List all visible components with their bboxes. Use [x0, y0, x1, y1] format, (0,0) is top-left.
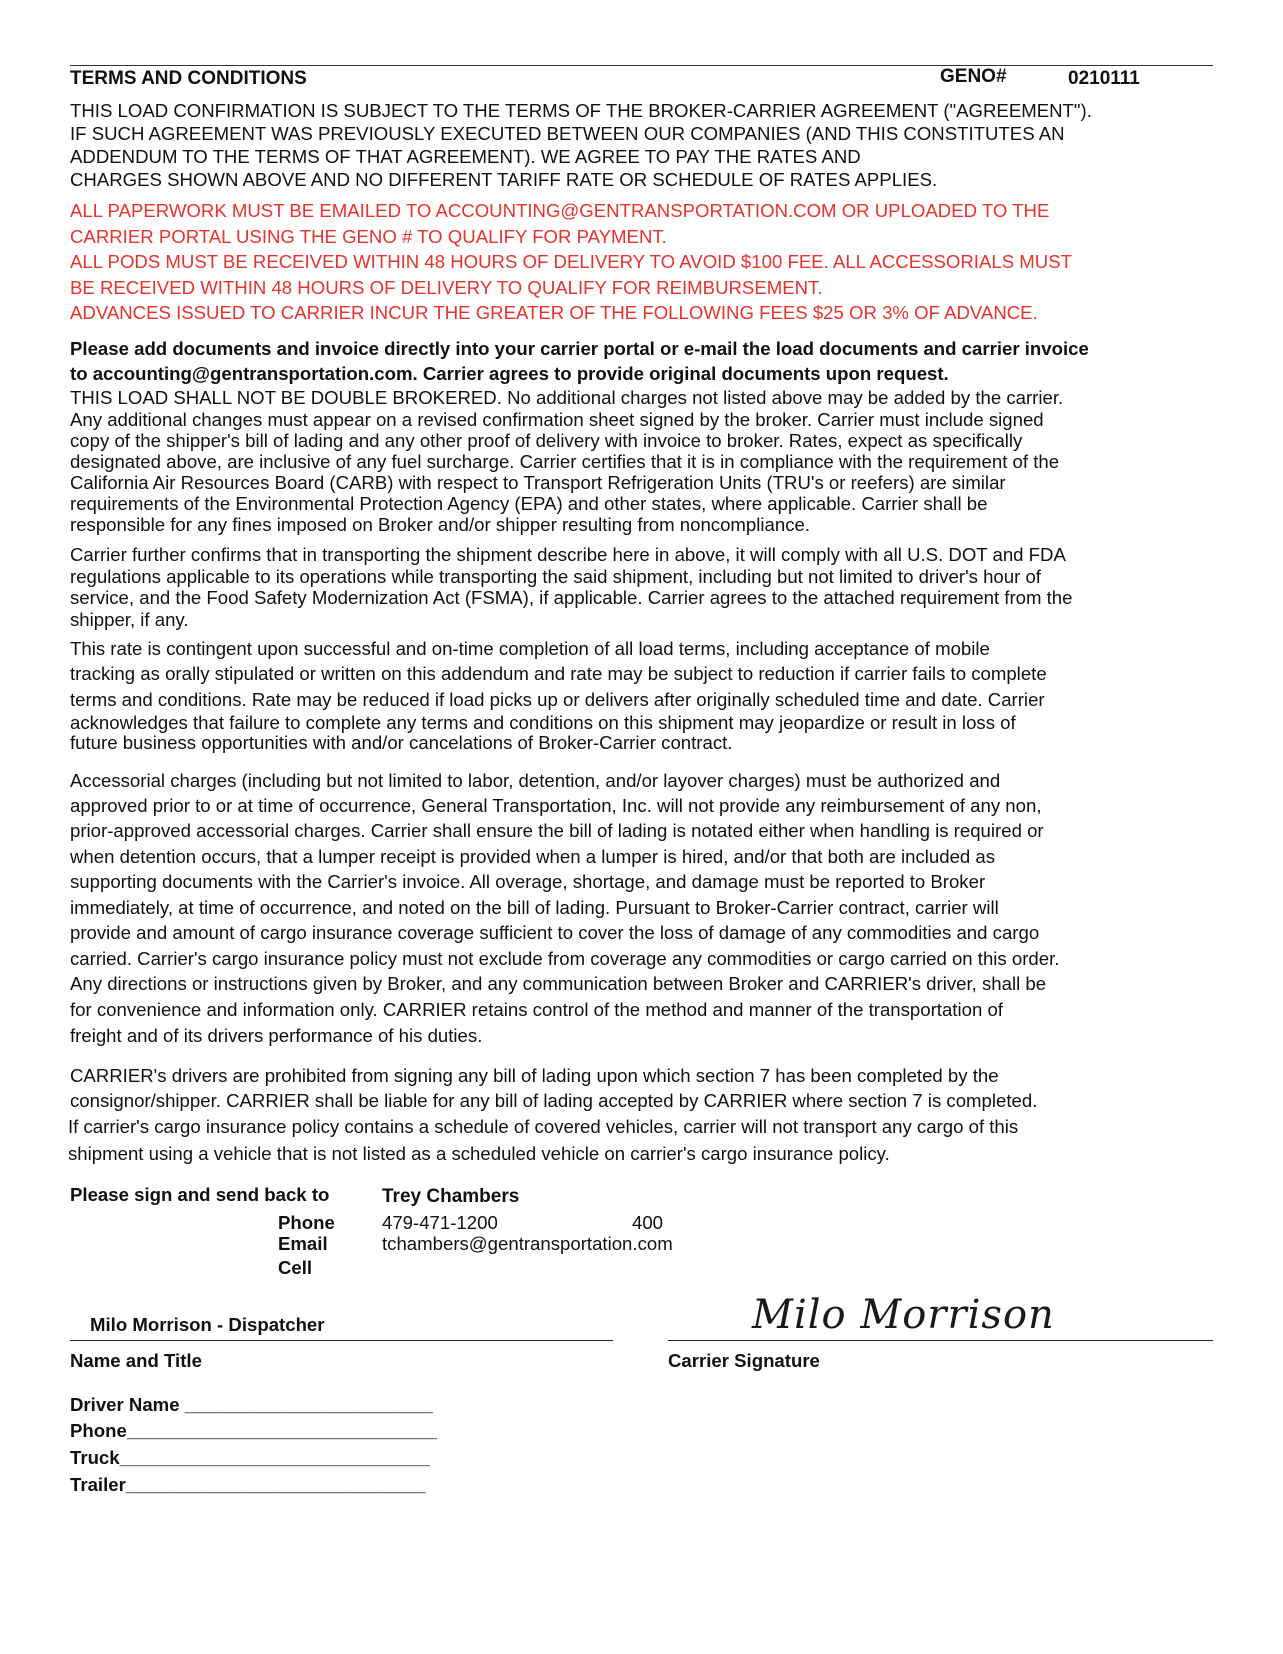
- intro-paragraph: [70, 99, 1230, 191]
- paragraph-line: shipment using a vehicle that is not listed as a scheduled vehicle on carrier's cargo insurance policy.: [68, 1143, 890, 1164]
- instruction-line: Please add documents and invoice directly into your carrier portal or e-mail the load documents and carrier invoice: [70, 338, 1089, 359]
- paragraph-line: supporting documents with the Carrier's invoice. All overage, shortage, and damage must be reported to Broker: [70, 871, 986, 892]
- paragraph-line: Any directions or instructions given by Broker, and any communication between Broker and CARRIER's driver, shall be: [70, 973, 1047, 994]
- name-title-label: Name and Title: [70, 1350, 202, 1371]
- paragraph-line: approved prior to or at time of occurrence, General Transportation, Inc. will not provide any reimbursement of any non,: [70, 795, 1042, 816]
- carrier-signature-label: Carrier Signature: [668, 1350, 820, 1371]
- phone-label: Phone: [278, 1212, 335, 1233]
- intro-line: THIS LOAD CONFIRMATION IS SUBJECT TO THE TERMS OF THE BROKER-CARRIER AGREEMENT ("AGREEMENT").: [70, 100, 1092, 121]
- paragraph-line: shipper, if any.: [70, 609, 189, 630]
- contact-phone: 479-471-1200: [382, 1212, 498, 1233]
- cell-label: Cell: [278, 1257, 313, 1278]
- terms-heading: TERMS AND CONDITIONS: [70, 68, 307, 89]
- paragraph-line: Accessorial charges (including but not limited to labor, detention, and/or layover charges) must be authorized and: [70, 770, 1001, 791]
- geno-number: 0210111: [1068, 68, 1140, 89]
- send-back-label: Please sign and send back to: [70, 1184, 330, 1205]
- contact-name: Trey Chambers: [382, 1186, 520, 1207]
- rate-paragraph: [70, 637, 1230, 752]
- notice-line: CARRIER PORTAL USING THE GENO # TO QUALIFY FOR PAYMENT.: [70, 225, 667, 247]
- notice-line: ADVANCES ISSUED TO CARRIER INCUR THE GREATER OF THE FOLLOWING FEES $25 OR 3% OF ADVANCE.: [70, 302, 1038, 323]
- paragraph-line: regulations applicable to its operations while transporting the said shipment, including but not limited to driver's hour of: [70, 566, 1041, 587]
- geno-label: GENO#: [940, 66, 1007, 87]
- paragraph-line: service, and the Food Safety Modernization Act (FSMA), if applicable. Carrier agrees to the attached requirement from the: [70, 587, 1073, 608]
- paragraph-line: designated above, are inclusive of any fuel surcharge. Carrier certifies that it is in compliance with the requirement of the: [70, 451, 1060, 472]
- driver-phone-field[interactable]: Phone______________________________: [70, 1420, 438, 1441]
- paragraph-line: acknowledges that failure to complete any terms and conditions on this shipment may jeopardize or result in loss of: [70, 712, 1016, 733]
- paragraph-line: Carrier further confirms that in transporting the shipment describe here in above, it will comply with all U.S. DOT and FDA: [70, 544, 1066, 565]
- email-label: Email: [278, 1233, 328, 1254]
- paragraph-line: future business opportunities with and/or cancelations of Broker-Carrier contract.: [70, 732, 733, 753]
- driver-name-field[interactable]: Driver Name ________________________: [70, 1394, 433, 1415]
- intro-line: CHARGES SHOWN ABOVE AND NO DIFFERENT TARIFF RATE OR SCHEDULE OF RATES APPLIES.: [70, 169, 938, 190]
- intro-line: IF SUCH AGREEMENT WAS PREVIOUSLY EXECUTED BETWEEN OUR COMPANIES (AND THIS CONSTITUTES AN: [70, 123, 1065, 144]
- notice-line: ALL PAPERWORK MUST BE EMAILED TO ACCOUNTING@GENTRANSPORTATION.COM OR UPLOADED TO THE: [70, 200, 1050, 221]
- carrier-signature-line: [668, 1340, 1213, 1341]
- paragraph-line: freight and of its drivers performance of his duties.: [70, 1025, 483, 1046]
- instruction-line: to accounting@gentransportation.com. Carrier agrees to provide original documents upon request.: [70, 363, 949, 384]
- paragraph-line: requirements of the Environmental Protection Agency (EPA) and other states, where applicable. Carrier shall be: [70, 493, 988, 514]
- paragraph-line: tracking as orally stipulated or written on this addendum and rate may be subject to reduction if carrier fails to complete: [70, 663, 1047, 684]
- accessorial-paragraph: [70, 768, 1230, 1049]
- paragraph-line: This rate is contingent upon successful and on-time completion of all load terms, including acceptance of mobile: [70, 638, 990, 659]
- top-rule: [70, 65, 1213, 66]
- paragraph-line: CARRIER's drivers are prohibited from signing any bill of lading upon which section 7 has been completed by the: [70, 1065, 999, 1086]
- contact-email: tchambers@gentransportation.com: [382, 1233, 673, 1254]
- paragraph-line: If carrier's cargo insurance policy contains a schedule of covered vehicles, carrier will not transport any cargo of this: [68, 1116, 1019, 1137]
- payment-notice: [70, 198, 1230, 326]
- paragraph-line: California Air Resources Board (CARB) with respect to Transport Refrigeration Units (TRU's or reefers) are similar: [70, 472, 1006, 493]
- paragraph-line: consignor/shipper. CARRIER shall be liable for any bill of lading accepted by CARRIER where section 7 is completed.: [70, 1090, 1038, 1111]
- paragraph-line: when detention occurs, that a lumper receipt is provided when a lumper is hired, and/or that both are included as: [70, 846, 996, 867]
- carrier-signature: Milo Morrison: [752, 1292, 1055, 1338]
- paragraph-line: copy of the shipper's bill of lading and any other proof of delivery with invoice to broker. Rates, expect as specifically: [70, 430, 1023, 451]
- trailer-field[interactable]: Trailer_____________________________: [70, 1474, 426, 1495]
- paragraph-line: responsible for any fines imposed on Broker and/or shipper resulting from noncompliance.: [70, 514, 811, 535]
- paragraph-line: Any additional changes must appear on a revised confirmation sheet signed by the broker. Carrier must include signed: [70, 409, 1044, 430]
- notice-line: BE RECEIVED WITHIN 48 HOURS OF DELIVERY TO QUALIFY FOR REIMBURSEMENT.: [70, 276, 823, 298]
- compliance-paragraph: [70, 544, 1230, 633]
- paragraph-line: provide and amount of cargo insurance coverage sufficient to cover the loss of damage of any commodities and cargo: [70, 922, 1040, 943]
- paragraph-line: THIS LOAD SHALL NOT BE DOUBLE BROKERED. No additional charges not listed above may be added by the carrier.: [70, 387, 1064, 408]
- name-title-line: [70, 1340, 613, 1341]
- truck-field[interactable]: Truck______________________________: [70, 1447, 430, 1468]
- paragraph-line: terms and conditions. Rate may be reduced if load picks up or delivers after originally scheduled time and date. Carrier: [70, 689, 1045, 710]
- brokering-paragraph: [70, 387, 1230, 534]
- notice-line: ALL PODS MUST BE RECEIVED WITHIN 48 HOURS OF DELIVERY TO AVOID $100 FEE. ALL ACCESSORIALS MUST: [70, 251, 1072, 272]
- phone-extension: 400: [632, 1212, 664, 1233]
- paragraph-line: prior-approved accessorial charges. Carrier shall ensure the bill of lading is notated either when handling is required or: [70, 820, 1044, 841]
- paragraph-line: for convenience and information only. CARRIER retains control of the method and manner of the transportation of: [70, 999, 1003, 1020]
- intro-line: ADDENDUM TO THE TERMS OF THAT AGREEMENT). WE AGREE TO PAY THE RATES AND: [70, 146, 861, 167]
- paragraph-line: immediately, at time of occurrence, and noted on the bill of lading. Pursuant to Broker-Carrier contract, carrier will: [70, 897, 999, 918]
- bill-of-lading-paragraph: [70, 1063, 1230, 1167]
- documents-instruction: [70, 336, 1230, 386]
- name-title-value: Milo Morrison - Dispatcher: [90, 1314, 325, 1335]
- paragraph-line: carried. Carrier's cargo insurance policy must not exclude from coverage any commodities or cargo carried on this order.: [70, 948, 1060, 969]
